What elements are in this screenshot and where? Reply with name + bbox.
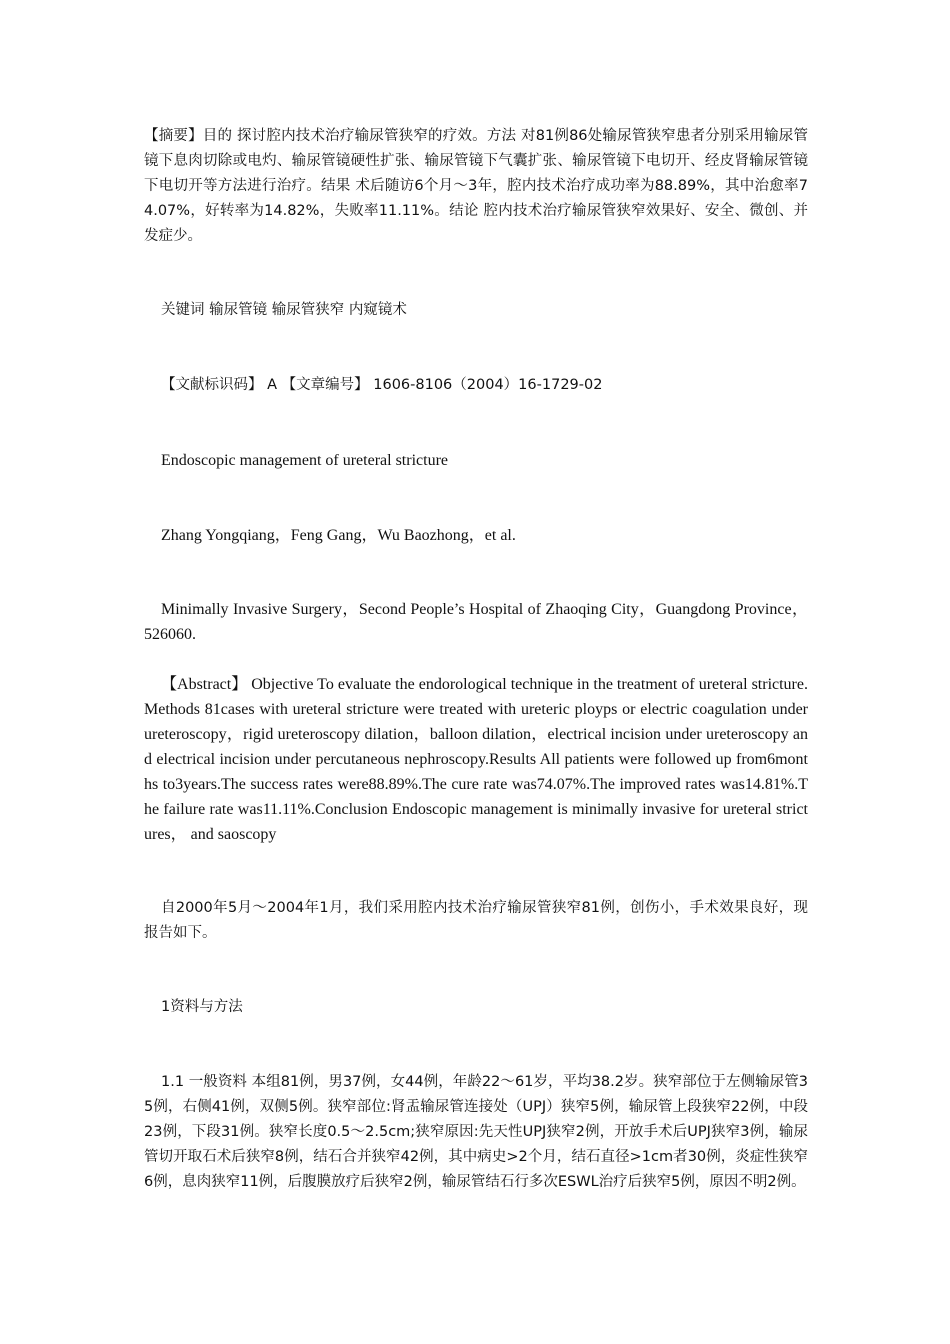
general-information-paragraph: 1.1 一般资料 本组81例，男37例，女44例，年龄22～61岁，平均38.2岁。狭窄部位于左侧输尿管35例，右侧41例，双侧5例。狭窄部位:肾盂输尿管连接处（UPJ）狭窄5例，输尿管上段狭窄22例，中段23例，下段31例。狭窄长度0.5～2.5cm;狭窄原因:先天性UPJ狭窄2例，开放手术后UPJ狭窄3例，输尿管切开取石术后狭窄8例，结石合并狭窄42例，其中病史>2个月，结石直径>1cm者30例，炎症性狭窄6例，息肉狭窄11例，后腹膜放疗后狭窄2例，输尿管结石行多次ESWL治疗后狭窄5例，原因不明2例。 <box>144 1074 808 1190</box>
document-identifiers: 【文献标识码】 A 【文章编号】 1606-8106（2004）16-1729-02 <box>161 377 603 393</box>
introduction-paragraph: 自2000年5月～2004年1月，我们采用腔内技术治疗输尿管狭窄81例，创伤小，手术效果良好，现报告如下。 <box>144 900 808 941</box>
chinese-summary: 【摘要】目的 探讨腔内技术治疗输尿管狭窄的疗效。方法 对81例86处输尿管狭窄患者分别采用输尿管镜下息肉切除或电灼、输尿管镜硬性扩张、输尿管镜下气囊扩张、输尿管镜下电切开、经皮肾输尿管镜下电切开等方法进行治疗。结果 术后随访6个月～3年，腔内技术治疗成功率为88.89%，其中治愈率74.07%，好转率为14.82%，失败率11.11%。结论 腔内技术治疗输尿管狭窄效果好、安全、微创、并发症少。 <box>144 128 808 244</box>
english-abstract: 【Abstract】 Objective To evaluate the endorological technique in the treatment of ureteral stricture.Methods 81cases with ureteral stricture were treated with ureteric ployps or electric coagulation under ureteroscopy，rigid ureteroscopy dilation，balloon dilation，electrical incision under ureteroscopy and electrical incision under percutaneous nephroscopy.Results All patients were followed up from6months to3years.The success rates were88.89%.The cure rate was74.07%.The improved rates was14.81%.The failure rate was11.11%.Conclusion Endoscopic management is minimally invasive for ureteral strictures， and saoscopy <box>144 676 808 843</box>
section-heading: 1资料与方法 <box>161 999 243 1015</box>
affiliation: Minimally Invasive Surgery，Second People’s Hospital of Zhaoqing City，Guangdong Province，526060. <box>144 601 808 643</box>
author-list: Zhang Yongqiang，Feng Gang，Wu Baozhong，et al. <box>161 527 516 544</box>
keywords-line: 关键词 输尿管镜 输尿管狭窄 内窥镜术 <box>161 302 407 318</box>
english-title: Endoscopic management of ureteral stricture <box>161 452 448 469</box>
